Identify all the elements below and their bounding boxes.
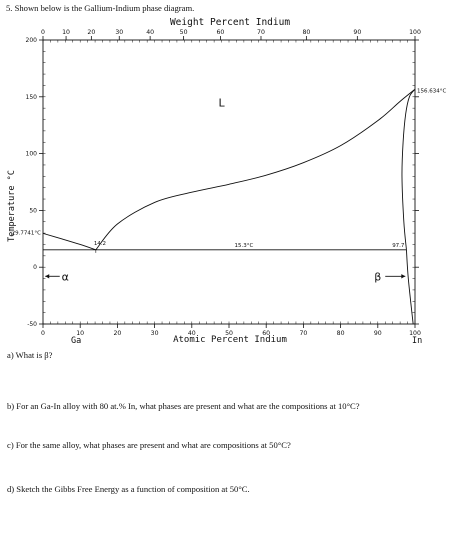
weight-tick-label: 50	[179, 29, 188, 36]
question-intro: 5. Shown below is the Gallium-Indium phase diagram.	[6, 3, 195, 13]
phase-boundary-beta-solvus	[406, 250, 413, 324]
phase-boundary-ga-liquidus	[43, 233, 96, 249]
atomic-tick-label: 30	[150, 330, 159, 337]
weight-tick-label: 100	[409, 29, 421, 36]
atomic-tick-label: 90	[373, 330, 382, 337]
atomic-tick-label: 20	[113, 330, 122, 337]
question-d: d) Sketch the Gibbs Free Energy as a function of composition at 50°C.	[7, 484, 250, 494]
phase-boundary-in-liquidus	[93, 89, 415, 250]
y-tick-label: 100	[25, 150, 37, 158]
question-b: b) For an Ga-In alloy with 80 at.% In, what phases are present and what are the compositions at 10°C?	[7, 401, 360, 411]
alpha-phase-label: α	[61, 270, 69, 284]
y-tick-label: 200	[25, 37, 37, 44]
weight-tick-label: 10	[62, 29, 71, 36]
weight-tick-label: 30	[115, 29, 124, 36]
x-axis-label: Atomic Percent Indium	[173, 335, 287, 345]
chart-title: Weight Percent Indium	[169, 17, 291, 28]
atomic-tick-label: 40	[187, 330, 196, 337]
y-axis-label: Temperature °C	[7, 170, 17, 242]
weight-tick-label: 60	[216, 29, 225, 36]
weight-tick-label: 40	[146, 29, 155, 36]
y-tick-label: -50	[27, 321, 37, 328]
phase-diagram	[0, 14, 459, 354]
beta-phase-label: β	[374, 270, 382, 284]
beta-comp-label: 97.7	[392, 242, 405, 249]
liquid-phase-label: L	[218, 96, 225, 110]
weight-tick-label: 70	[257, 29, 265, 36]
question-c: c) For the same alloy, what phases are present and what are compositions at 50°C?	[7, 440, 291, 450]
beta-arrowhead	[401, 274, 405, 278]
atomic-tick-label: 60	[262, 330, 271, 337]
y-tick-label: 50	[29, 207, 37, 215]
phase-boundary-beta-solidus	[402, 89, 415, 250]
atomic-tick-label: 70	[299, 330, 308, 337]
ga-melting-label: 29.7741°C	[11, 230, 41, 237]
weight-tick-label: 80	[302, 29, 311, 36]
eutectic-comp-label: 14.2	[93, 240, 107, 247]
question-a: a) What is β?	[7, 350, 53, 360]
atomic-tick-label: 10	[76, 330, 85, 337]
atomic-tick-label: 80	[336, 330, 345, 337]
left-element-label: Ga	[71, 336, 82, 346]
atomic-tick-label: 0	[41, 330, 45, 337]
plot-frame	[43, 40, 415, 324]
weight-tick-label: 0	[41, 29, 45, 36]
in-melting-label: 156.634°C	[417, 88, 447, 95]
y-tick-label: 150	[25, 93, 37, 101]
atomic-tick-label: 100	[409, 330, 421, 337]
right-element-label: In	[412, 336, 423, 346]
alpha-arrowhead	[45, 274, 49, 278]
eutectic-temp-label: 15.3°C	[234, 242, 254, 249]
y-tick-label: 0	[33, 264, 37, 272]
weight-tick-label: 90	[353, 29, 362, 36]
weight-tick-label: 20	[87, 29, 96, 36]
atomic-tick-label: 50	[225, 330, 233, 337]
